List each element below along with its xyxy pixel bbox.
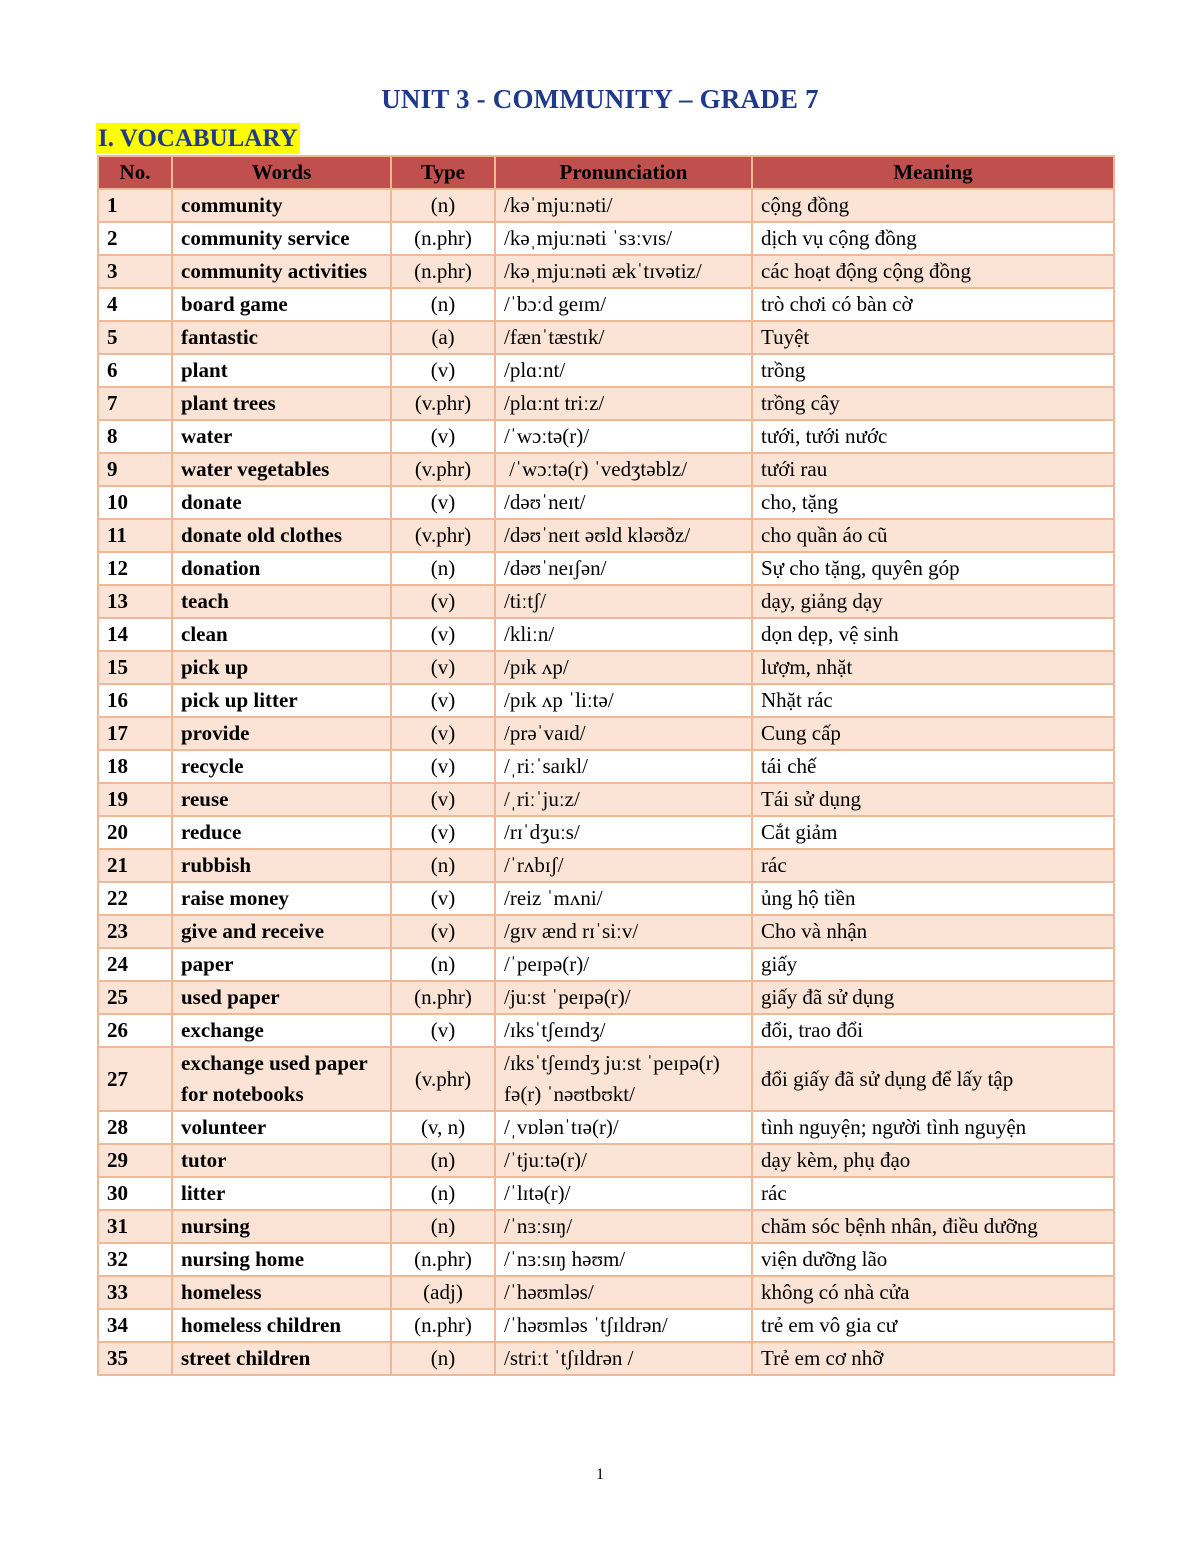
cell-pronunciation: /ˌriːˈsaɪkl/ (495, 750, 752, 783)
cell-meaning: Sự cho tặng, quyên góp (752, 552, 1114, 585)
cell-meaning: trồng (752, 354, 1114, 387)
cell-no: 13 (98, 585, 172, 618)
cell-meaning: ủng hộ tiền (752, 882, 1114, 915)
table-row (98, 354, 1114, 387)
cell-pronunciation: /ˈhəʊmləs/ (495, 1276, 752, 1309)
cell-meaning: Tái sử dụng (752, 783, 1114, 816)
cell-pronunciation: /juːst ˈpeɪpə(r)/ (495, 981, 752, 1014)
cell-type: (n.phr) (391, 222, 495, 255)
cell-pronunciation: /ˈnɜːsɪŋ/ (495, 1210, 752, 1243)
cell-no: 19 (98, 783, 172, 816)
table-row (98, 585, 1114, 618)
cell-pronunciation: /tiːtʃ/ (495, 585, 752, 618)
cell-word: exchange used paper for notebooks (172, 1047, 391, 1111)
cell-no: 35 (98, 1342, 172, 1375)
table-row (98, 222, 1114, 255)
cell-meaning: rác (752, 849, 1114, 882)
cell-type: (n) (391, 1342, 495, 1375)
cell-no: 7 (98, 387, 172, 420)
cell-word: plant trees (172, 387, 391, 420)
cell-meaning: dọn dẹp, vệ sinh (752, 618, 1114, 651)
cell-no: 29 (98, 1144, 172, 1177)
header-no: No. (98, 156, 172, 189)
table-row (98, 387, 1114, 420)
header-type: Type (391, 156, 495, 189)
cell-word: paper (172, 948, 391, 981)
table-row (98, 255, 1114, 288)
cell-word: plant (172, 354, 391, 387)
cell-type: (v) (391, 750, 495, 783)
cell-type: (n) (391, 552, 495, 585)
cell-no: 33 (98, 1276, 172, 1309)
table-row (98, 1111, 1114, 1144)
cell-pronunciation: /pɪk ʌp ˈliːtə/ (495, 684, 752, 717)
cell-word: water vegetables (172, 453, 391, 486)
cell-no: 31 (98, 1210, 172, 1243)
cell-no: 12 (98, 552, 172, 585)
cell-word: community activities (172, 255, 391, 288)
cell-pronunciation: /plɑːnt/ (495, 354, 752, 387)
table-row (98, 1276, 1114, 1309)
cell-meaning: rác (752, 1177, 1114, 1210)
cell-type: (n.phr) (391, 1243, 495, 1276)
cell-word: volunteer (172, 1111, 391, 1144)
cell-meaning: dịch vụ cộng đồng (752, 222, 1114, 255)
cell-word: water (172, 420, 391, 453)
cell-pronunciation: /ˈhəʊmləs ˈtʃɪldrən/ (495, 1309, 752, 1342)
cell-pronunciation: /ˈlɪtə(r)/ (495, 1177, 752, 1210)
cell-pronunciation: /pɪk ʌp/ (495, 651, 752, 684)
cell-word: give and receive (172, 915, 391, 948)
cell-no: 11 (98, 519, 172, 552)
cell-type: (n.phr) (391, 1309, 495, 1342)
header-meaning: Meaning (752, 156, 1114, 189)
cell-word: reuse (172, 783, 391, 816)
table-row (98, 1309, 1114, 1342)
cell-meaning: Cung cấp (752, 717, 1114, 750)
cell-no: 9 (98, 453, 172, 486)
cell-word: raise money (172, 882, 391, 915)
table-row (98, 453, 1114, 486)
cell-type: (v) (391, 420, 495, 453)
cell-word: donate old clothes (172, 519, 391, 552)
cell-type: (v.phr) (391, 387, 495, 420)
table-row (98, 189, 1114, 222)
cell-no: 5 (98, 321, 172, 354)
cell-type: (v) (391, 618, 495, 651)
cell-no: 24 (98, 948, 172, 981)
cell-meaning: tái chế (752, 750, 1114, 783)
cell-type: (v) (391, 783, 495, 816)
cell-word: homeless children (172, 1309, 391, 1342)
cell-word: teach (172, 585, 391, 618)
cell-word: donate (172, 486, 391, 519)
cell-pronunciation: /ɪksˈtʃeɪndʒ/ (495, 1014, 752, 1047)
cell-pronunciation: /fænˈtæstɪk/ (495, 321, 752, 354)
cell-no: 8 (98, 420, 172, 453)
cell-word: pick up (172, 651, 391, 684)
cell-type: (n.phr) (391, 981, 495, 1014)
cell-word: rubbish (172, 849, 391, 882)
cell-pronunciation: /ˌvɒlənˈtɪə(r)/ (495, 1111, 752, 1144)
cell-meaning: dạy kèm, phụ đạo (752, 1144, 1114, 1177)
cell-meaning: đổi, trao đổi (752, 1014, 1114, 1047)
cell-type: (v) (391, 816, 495, 849)
cell-type: (n) (391, 189, 495, 222)
cell-pronunciation: /reiz ˈmʌni/ (495, 882, 752, 915)
header-pronunciation: Pronunciation (495, 156, 752, 189)
header-words: Words (172, 156, 391, 189)
cell-meaning: lượm, nhặt (752, 651, 1114, 684)
cell-meaning: tưới, tưới nước (752, 420, 1114, 453)
cell-type: (v) (391, 684, 495, 717)
table-row (98, 321, 1114, 354)
cell-no: 28 (98, 1111, 172, 1144)
page-title: UNIT 3 - COMMUNITY – GRADE 7 (381, 84, 819, 114)
cell-no: 16 (98, 684, 172, 717)
cell-word: fantastic (172, 321, 391, 354)
cell-type: (v) (391, 651, 495, 684)
cell-word: recycle (172, 750, 391, 783)
cell-meaning: giấy đã sử dụng (752, 981, 1114, 1014)
cell-no: 34 (98, 1309, 172, 1342)
cell-type: (v.phr) (391, 1047, 495, 1111)
cell-word: provide (172, 717, 391, 750)
table-row (98, 1243, 1114, 1276)
cell-word: community service (172, 222, 391, 255)
cell-meaning: viện dưỡng lão (752, 1243, 1114, 1276)
cell-type: (v) (391, 585, 495, 618)
table-row (98, 717, 1114, 750)
table-row (98, 1014, 1114, 1047)
cell-word: nursing (172, 1210, 391, 1243)
cell-no: 32 (98, 1243, 172, 1276)
cell-word: used paper (172, 981, 391, 1014)
cell-type: (v) (391, 915, 495, 948)
cell-pronunciation: /gɪv ænd rɪˈsiːv/ (495, 915, 752, 948)
cell-meaning: Cắt giảm (752, 816, 1114, 849)
cell-type: (v, n) (391, 1111, 495, 1144)
cell-no: 27 (98, 1047, 172, 1111)
cell-no: 20 (98, 816, 172, 849)
table-row (98, 684, 1114, 717)
cell-type: (n) (391, 849, 495, 882)
cell-word: clean (172, 618, 391, 651)
cell-pronunciation: /ˌriːˈjuːz/ (495, 783, 752, 816)
table-body (98, 189, 1114, 1375)
vocabulary-table (97, 155, 1115, 1376)
cell-type: (n) (391, 948, 495, 981)
cell-meaning: trẻ em vô gia cư (752, 1309, 1114, 1342)
cell-pronunciation: /striːt ˈtʃɪldrən / (495, 1342, 752, 1375)
cell-no: 2 (98, 222, 172, 255)
cell-pronunciation: /ˈtjuːtə(r)/ (495, 1144, 752, 1177)
cell-pronunciation: /rɪˈdʒuːs/ (495, 816, 752, 849)
cell-no: 18 (98, 750, 172, 783)
cell-pronunciation: /prəˈvaɪd/ (495, 717, 752, 750)
table-row (98, 420, 1114, 453)
cell-type: (adj) (391, 1276, 495, 1309)
cell-pronunciation: /ˈpeɪpə(r)/ (495, 948, 752, 981)
cell-pronunciation: /ˈbɔːd geɪm/ (495, 288, 752, 321)
table-row (98, 849, 1114, 882)
table-row (98, 948, 1114, 981)
table-row (98, 1177, 1114, 1210)
cell-pronunciation: /ˈrʌbɪʃ/ (495, 849, 752, 882)
cell-no: 17 (98, 717, 172, 750)
cell-meaning: tưới rau (752, 453, 1114, 486)
cell-no: 26 (98, 1014, 172, 1047)
cell-type: (v.phr) (391, 519, 495, 552)
cell-type: (a) (391, 321, 495, 354)
cell-type: (n) (391, 288, 495, 321)
cell-type: (v.phr) (391, 453, 495, 486)
cell-word: reduce (172, 816, 391, 849)
cell-type: (v) (391, 354, 495, 387)
cell-pronunciation: /kəˌmjuːnəti ˈsɜːvɪs/ (495, 222, 752, 255)
cell-no: 6 (98, 354, 172, 387)
table-row (98, 519, 1114, 552)
cell-no: 10 (98, 486, 172, 519)
table-row (98, 1144, 1114, 1177)
table-row (98, 816, 1114, 849)
table-row (98, 750, 1114, 783)
table-row (98, 915, 1114, 948)
cell-meaning: chăm sóc bệnh nhân, điều dưỡng (752, 1210, 1114, 1243)
cell-type: (v) (391, 1014, 495, 1047)
cell-meaning: Tuyệt (752, 321, 1114, 354)
table-header-row (98, 156, 1114, 189)
cell-pronunciation: /dəʊˈneɪt/ (495, 486, 752, 519)
cell-word: tutor (172, 1144, 391, 1177)
cell-meaning: không có nhà cửa (752, 1276, 1114, 1309)
cell-no: 15 (98, 651, 172, 684)
page-number: 1 (596, 1466, 604, 1483)
cell-meaning: trò chơi có bàn cờ (752, 288, 1114, 321)
cell-meaning: trồng cây (752, 387, 1114, 420)
cell-meaning: cho, tặng (752, 486, 1114, 519)
cell-word: board game (172, 288, 391, 321)
cell-pronunciation: /ˈwɔːtə(r) ˈvedʒtəblz/ (495, 453, 752, 486)
table-row (98, 981, 1114, 1014)
cell-word: street children (172, 1342, 391, 1375)
table-row (98, 288, 1114, 321)
table-row (98, 651, 1114, 684)
cell-pronunciation: /ɪksˈtʃeɪndʒ juːst ˈpeɪpə(r) fə(r) ˈnəʊtbʊkt/ (495, 1047, 752, 1111)
cell-pronunciation: /plɑːnt triːz/ (495, 387, 752, 420)
cell-pronunciation: /kəˈmjuːnəti/ (495, 189, 752, 222)
cell-pronunciation: /dəʊˈneɪʃən/ (495, 552, 752, 585)
table-row (98, 882, 1114, 915)
table-row (98, 1342, 1114, 1375)
cell-meaning: tình nguyện; người tình nguyện (752, 1111, 1114, 1144)
cell-pronunciation: /kliːn/ (495, 618, 752, 651)
cell-type: (n) (391, 1210, 495, 1243)
cell-meaning: giấy (752, 948, 1114, 981)
cell-no: 3 (98, 255, 172, 288)
cell-pronunciation: /ˈnɜːsɪŋ həʊm/ (495, 1243, 752, 1276)
cell-type: (n) (391, 1144, 495, 1177)
table-row (98, 783, 1114, 816)
table-row (98, 618, 1114, 651)
cell-no: 25 (98, 981, 172, 1014)
cell-meaning: Trẻ em cơ nhỡ (752, 1342, 1114, 1375)
cell-no: 1 (98, 189, 172, 222)
cell-pronunciation: /dəʊˈneɪt əʊld kləʊðz/ (495, 519, 752, 552)
cell-meaning: cho quần áo cũ (752, 519, 1114, 552)
cell-no: 22 (98, 882, 172, 915)
cell-meaning: Cho và nhận (752, 915, 1114, 948)
cell-no: 23 (98, 915, 172, 948)
cell-meaning: cộng đồng (752, 189, 1114, 222)
cell-type: (v) (391, 717, 495, 750)
table-row (98, 552, 1114, 585)
table-row (98, 1210, 1114, 1243)
cell-no: 21 (98, 849, 172, 882)
table-row (98, 1047, 1114, 1111)
cell-type: (n) (391, 1177, 495, 1210)
cell-pronunciation: /kəˌmjuːnəti ækˈtɪvətiz/ (495, 255, 752, 288)
cell-type: (v) (391, 486, 495, 519)
cell-meaning: các hoạt động cộng đồng (752, 255, 1114, 288)
cell-word: nursing home (172, 1243, 391, 1276)
cell-word: exchange (172, 1014, 391, 1047)
cell-word: donation (172, 552, 391, 585)
cell-word: pick up litter (172, 684, 391, 717)
cell-type: (v) (391, 882, 495, 915)
cell-type: (n.phr) (391, 255, 495, 288)
section-heading: I. VOCABULARY (98, 125, 298, 152)
cell-word: homeless (172, 1276, 391, 1309)
cell-no: 30 (98, 1177, 172, 1210)
table-row (98, 486, 1114, 519)
cell-pronunciation: /ˈwɔːtə(r)/ (495, 420, 752, 453)
cell-word: litter (172, 1177, 391, 1210)
cell-word: community (172, 189, 391, 222)
cell-meaning: đổi giấy đã sử dụng để lấy tập (752, 1047, 1114, 1111)
cell-meaning: Nhặt rác (752, 684, 1114, 717)
cell-no: 4 (98, 288, 172, 321)
cell-no: 14 (98, 618, 172, 651)
cell-meaning: dạy, giảng dạy (752, 585, 1114, 618)
